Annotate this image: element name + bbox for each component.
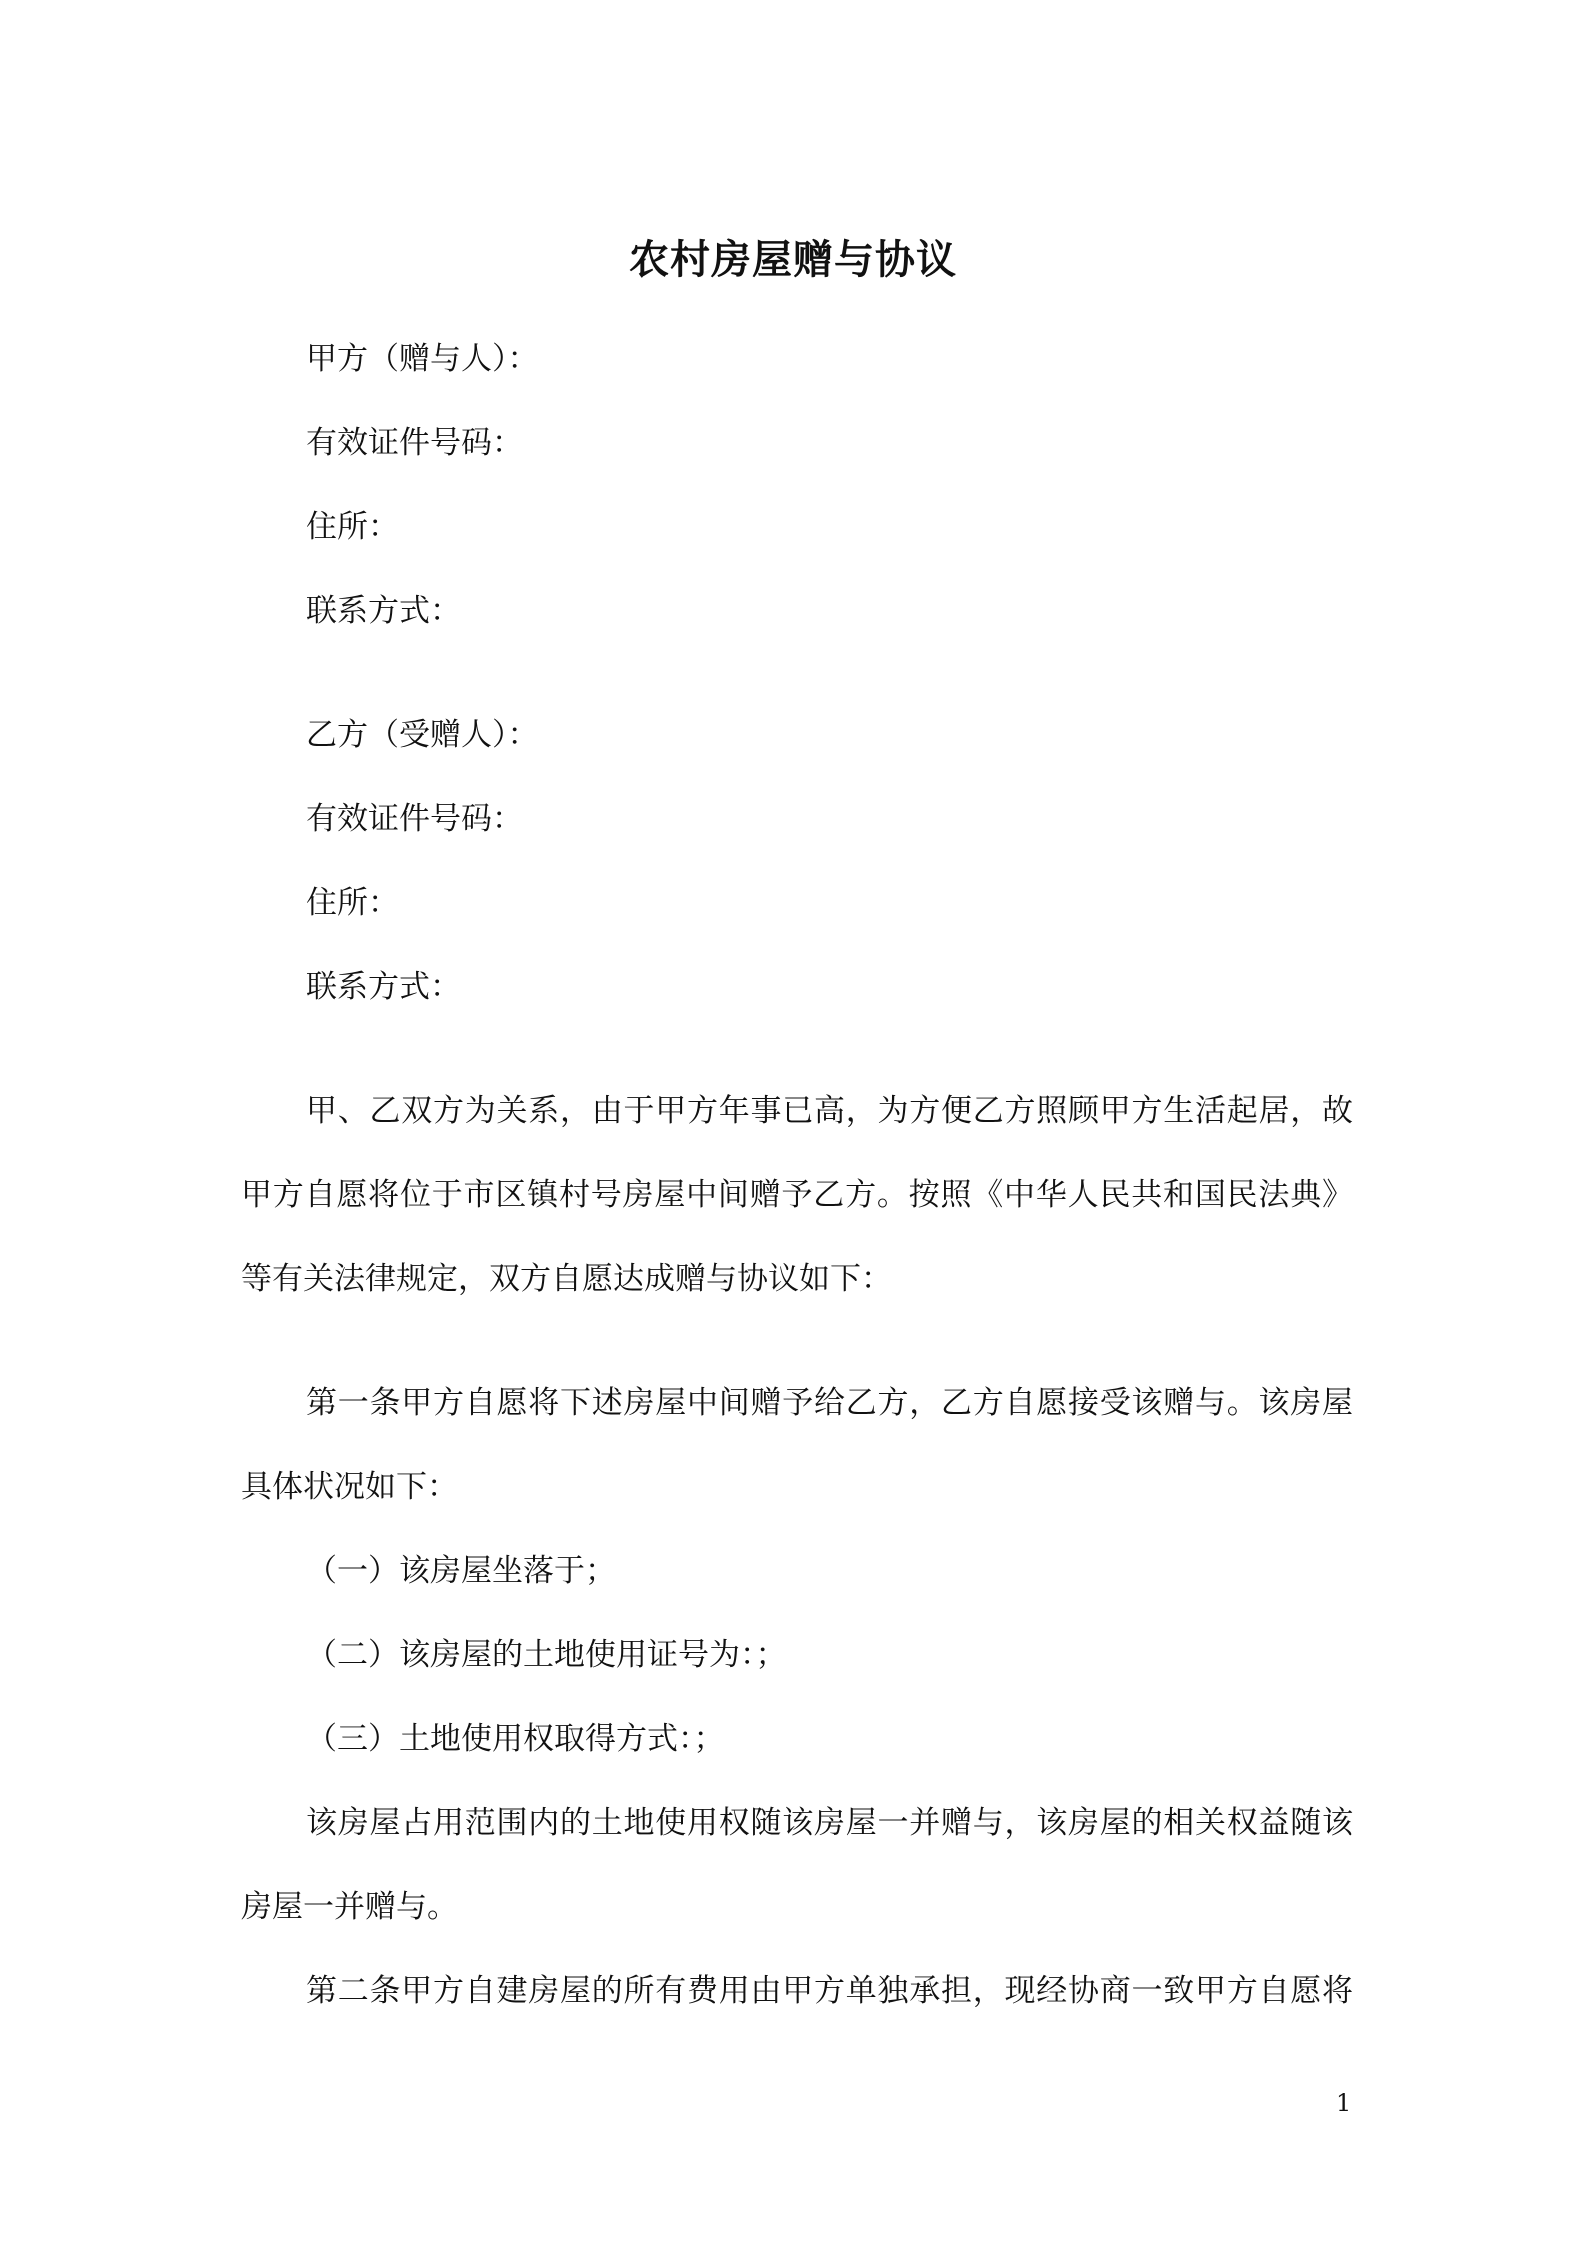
party-b-address-label: 住所： <box>306 885 399 921</box>
article1-item-2: （二）该房屋的土地使用证号为：； <box>306 1637 787 1673</box>
party-a-id-label: 有效证件号码： <box>306 425 523 461</box>
party-b-label: 乙方（受赠人）： <box>306 717 539 753</box>
party-a-label: 甲方（赠与人）： <box>306 341 539 377</box>
page-number: 1 <box>1336 2089 1352 2117</box>
article1-line-2: 具体状况如下： <box>241 1469 458 1505</box>
party-b-id-label: 有效证件号码： <box>306 801 523 837</box>
preamble-line-1: 甲、乙双方为关系，由于甲方年事已高，为方便乙方照顾甲方生活起居，故 <box>306 1093 1353 1129</box>
article2-line-1: 第二条甲方自建房屋的所有费用由甲方单独承担，现经协商一致甲方自愿将 <box>306 1973 1353 2009</box>
article1-item-1: （一）该房屋坐落于； <box>306 1553 616 1589</box>
preamble-line-3: 等有关法律规定，双方自愿达成赠与协议如下： <box>241 1261 892 1297</box>
article1-note-line-2: 房屋一并赠与。 <box>241 1889 458 1925</box>
article1-note-line-1: 该房屋占用范围内的土地使用权随该房屋一并赠与，该房屋的相关权益随该 <box>306 1805 1353 1841</box>
party-a-contact-label: 联系方式： <box>306 593 461 629</box>
preamble-line-2: 甲方自愿将位于市区镇村号房屋中间赠予乙方。按照《中华人民共和国民法典》 <box>241 1177 1353 1213</box>
document-title: 农村房屋赠与协议 <box>629 237 957 283</box>
article1-item-3: （三）土地使用权取得方式：； <box>306 1721 725 1757</box>
article1-line-1: 第一条甲方自愿将下述房屋中间赠予给乙方，乙方自愿接受该赠与。该房屋 <box>306 1385 1353 1421</box>
party-b-contact-label: 联系方式： <box>306 969 461 1005</box>
party-a-address-label: 住所： <box>306 509 399 545</box>
